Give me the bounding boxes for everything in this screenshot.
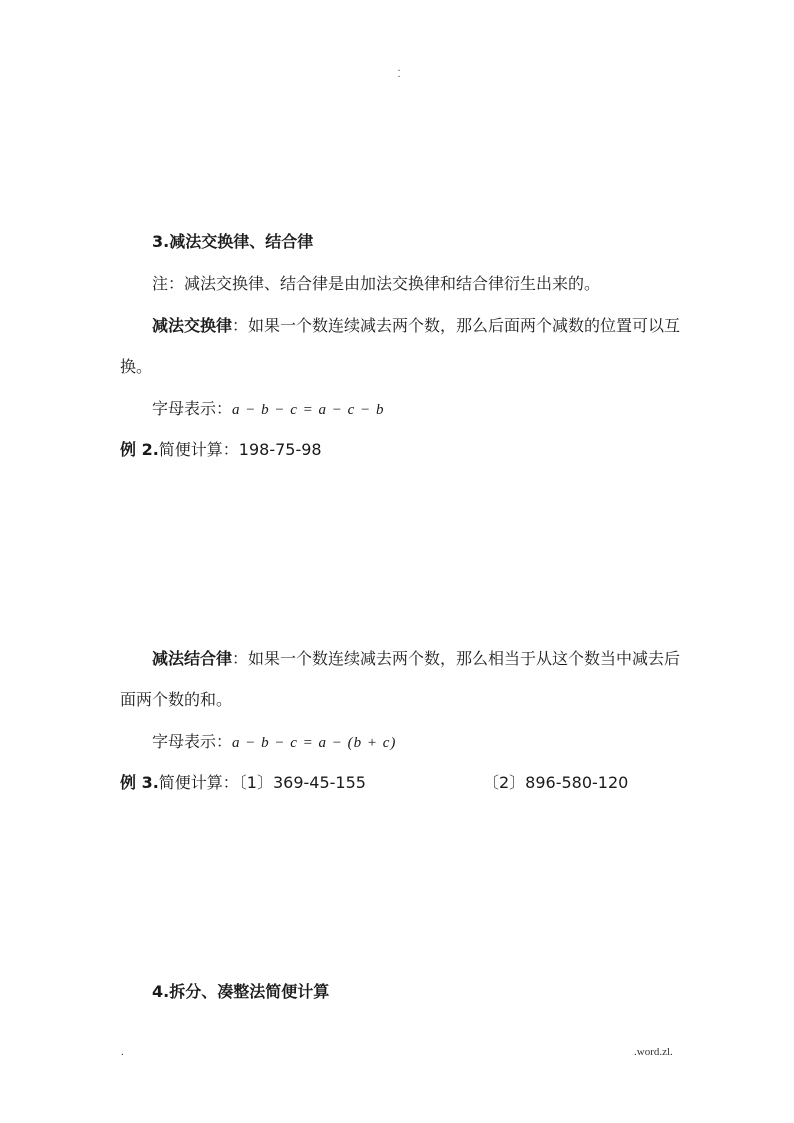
header-mark: . . — [397, 63, 401, 80]
associative-formula-row — [152, 732, 396, 753]
example-3-label: 例 3. — [120, 773, 159, 792]
section-4-title: 4.拆分、凑整法简便计算 — [152, 982, 330, 1001]
associative-definition-line1 — [152, 649, 680, 669]
section-3-title: 3.减法交换律、结合律 — [152, 232, 314, 251]
example-2-text: 简便计算：198-75-98 — [158, 440, 322, 459]
commutative-term: 减法交换律 — [152, 316, 233, 335]
commutative-formula-row — [152, 399, 384, 420]
commutative-formula: a − b − c = a − c − b — [232, 402, 385, 418]
associative-formula: a − b − c = a − (b + c) — [232, 735, 397, 751]
commutative-definition-line2: 换。 — [120, 357, 153, 376]
footer-right-mark: .word.zl. — [634, 1046, 673, 1058]
commutative-definition-line1 — [152, 316, 680, 336]
commutative-definition-text: ：如果一个数连续减去两个数，那么后面两个减数的位置可以互 — [232, 316, 681, 335]
example-3 — [120, 773, 366, 793]
associative-definition-text: ：如果一个数连续减去两个数，那么相当于从这个数当中减去后 — [232, 649, 681, 668]
associative-term: 减法结合律 — [152, 649, 233, 668]
commutative-formula-label: 字母表示： — [152, 399, 233, 418]
example-2 — [120, 440, 322, 460]
example-3-text-1: 简便计算：〔1〕369-45-155 — [158, 773, 366, 792]
example-2-label: 例 2. — [120, 440, 159, 459]
footer-left-mark: . — [121, 1046, 124, 1058]
associative-formula-label: 字母表示： — [152, 732, 233, 751]
example-3-text-2: 〔2〕896-580-120 — [483, 773, 629, 792]
associative-definition-line2: 面两个数的和。 — [120, 690, 233, 709]
note-text: 注：减法交换律、结合律是由加法交换律和结合律衍生出来的。 — [152, 274, 601, 293]
